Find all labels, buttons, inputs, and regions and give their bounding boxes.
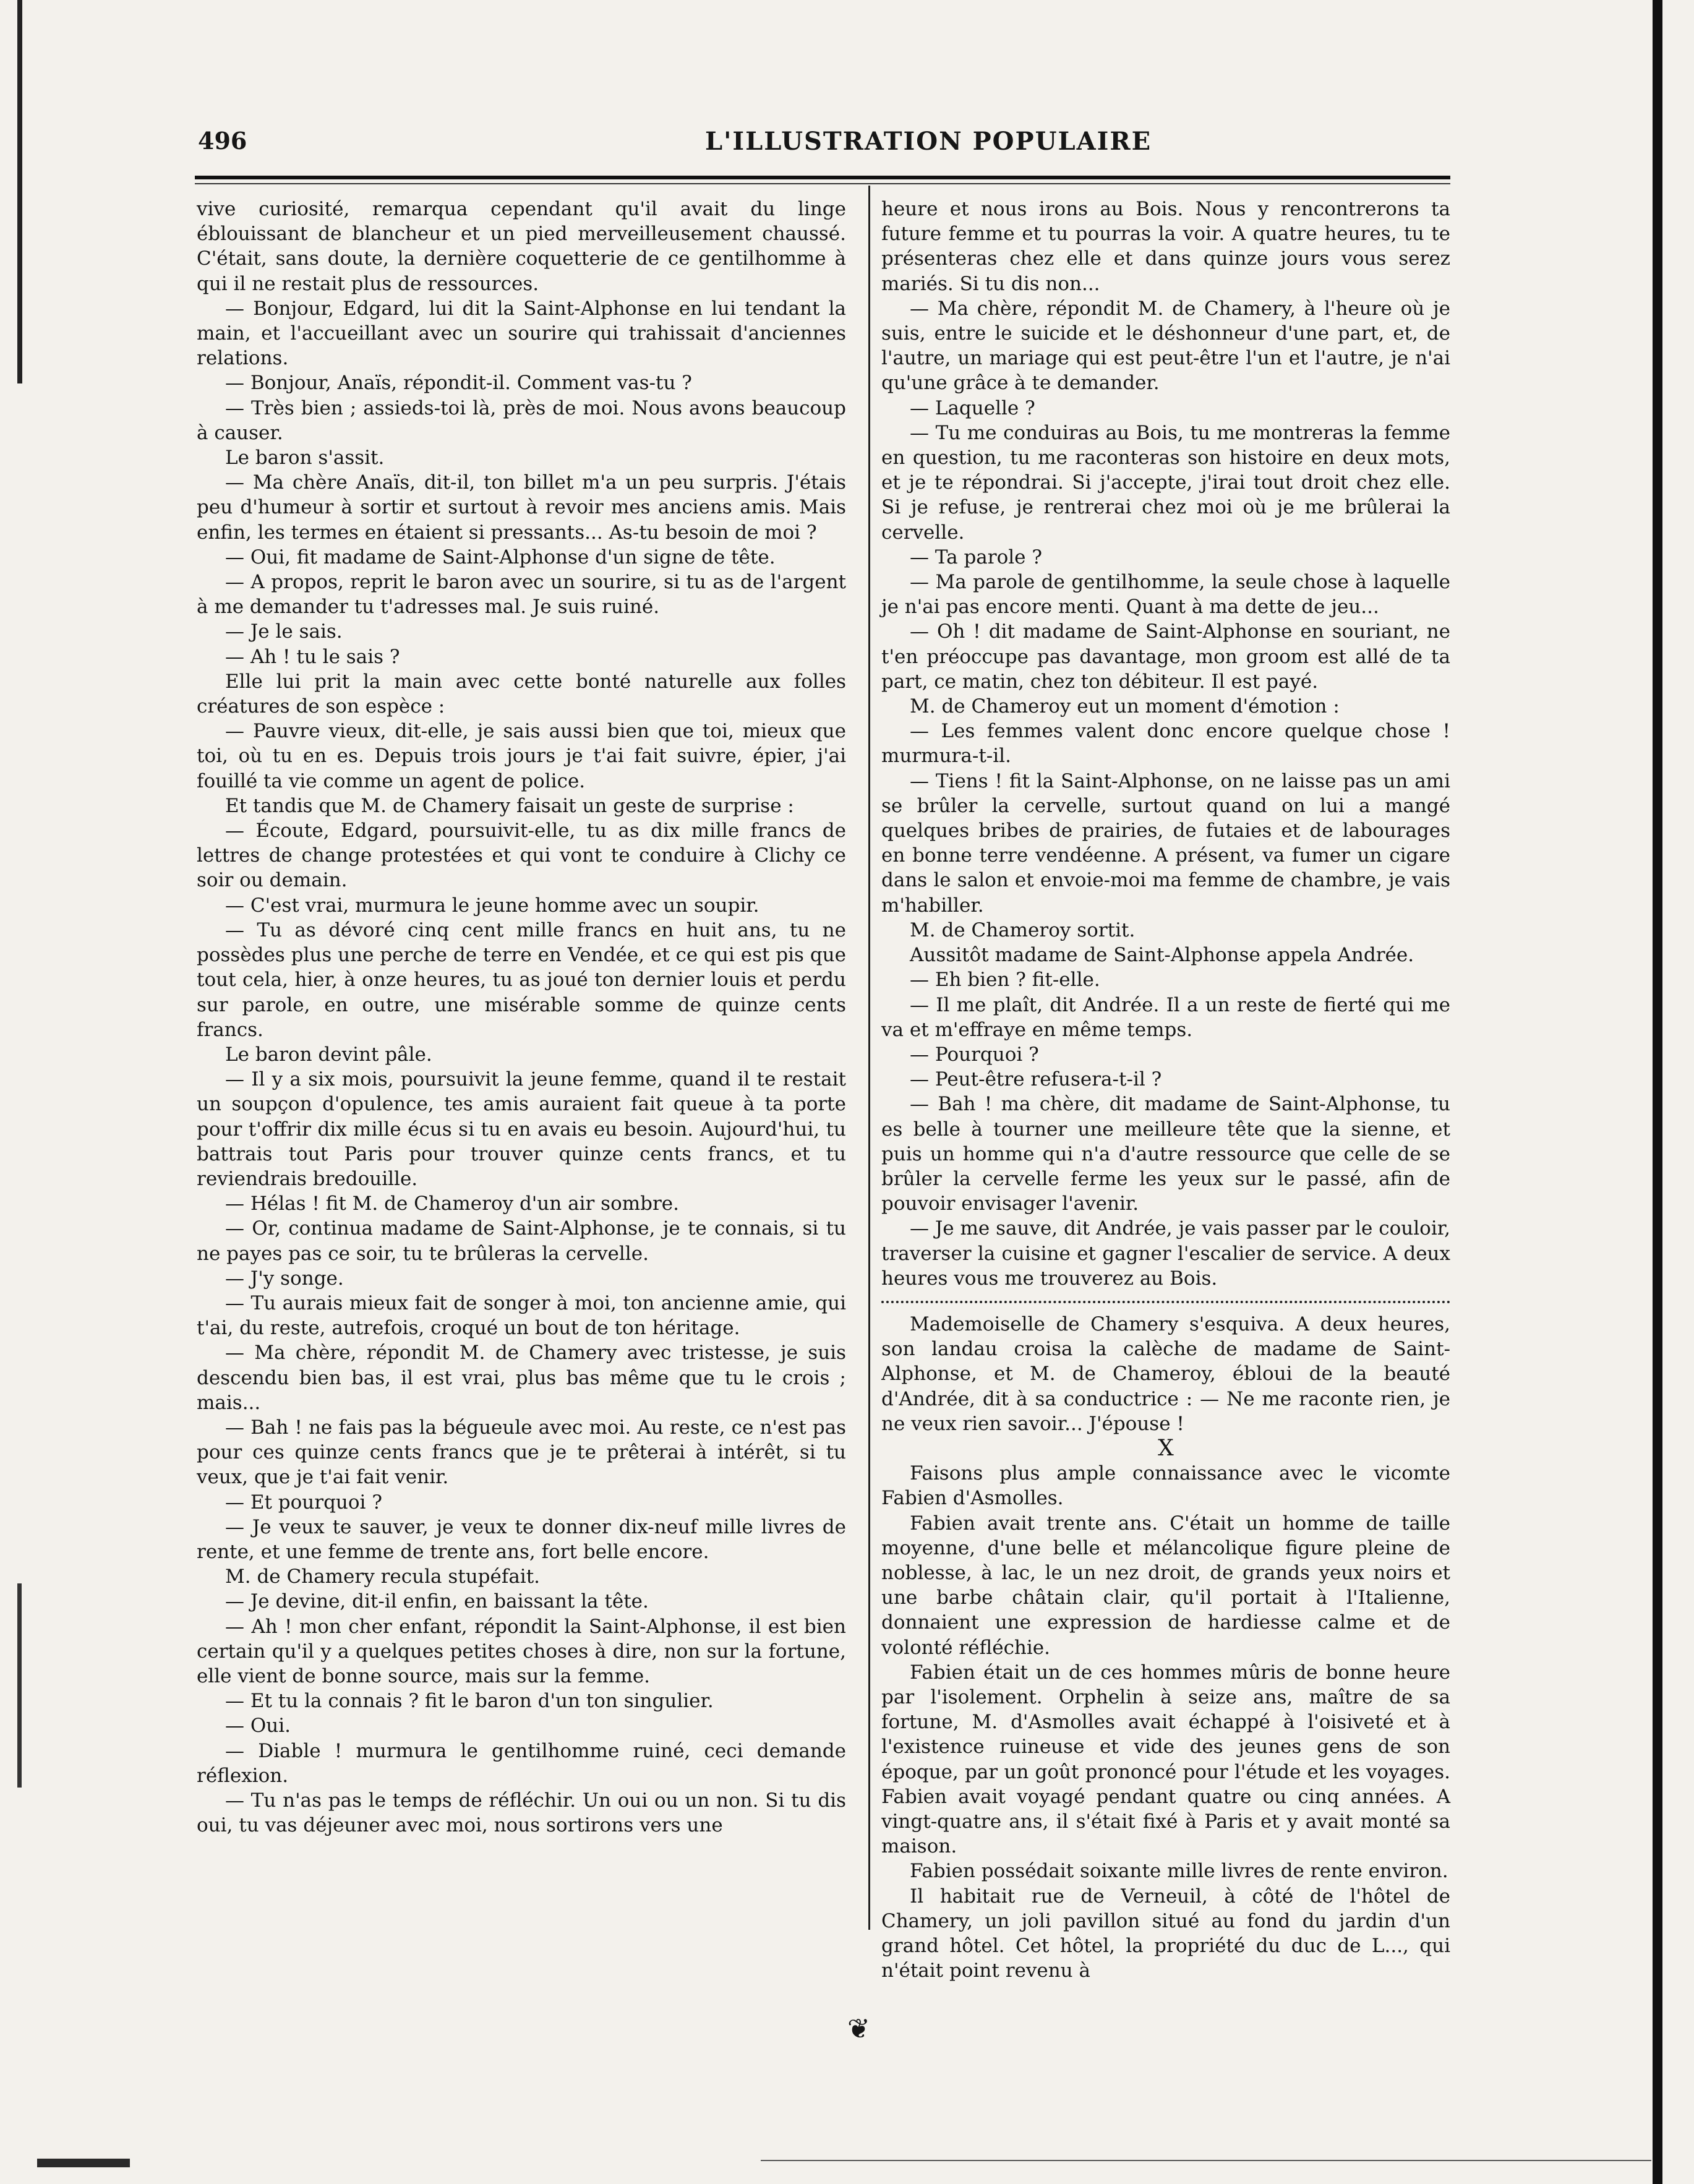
paragraph: M. de Chameroy eut un moment d'émotion : <box>910 695 1340 718</box>
paragraph: — Bah ! ne fais pas la bégueule avec moi. Au reste, ce n'est pas pour ces quinze cents francs que je te prêterai à intérêt, si tu veux, que je t'ai fait venir. <box>197 1416 846 1489</box>
paragraph: — Ah ! tu le sais ? <box>225 645 400 668</box>
paragraph: — Oh ! dit madame de Saint-Alphonse en souriant, ne t'en préoccupe pas davantage, mon groom est allé de ta part, ce matin, chez ton débiteur. Il est payé. <box>881 620 1450 693</box>
paragraph: — Laquelle ? <box>910 396 1035 419</box>
paragraph: — C'est vrai, murmura le jeune homme avec un soupir. <box>225 894 759 917</box>
paragraph: — Diable ! murmura le gentilhomme ruiné, ceci demande réflexion. <box>197 1739 846 1787</box>
paragraph: — Je le sais. <box>225 620 343 643</box>
paragraph: — Il me plaît, dit Andrée. Il a un reste de fierté qui me va et m'effraye en même temps. <box>881 993 1450 1041</box>
paragraph: — Bah ! ma chère, dit madame de Saint-Alphonse, tu es belle à tourner une meilleure tête que la sienne, et puis un homme qui n'a d'autre ressource que celle de se brûler la cervelle ferme les yeux sur le passé, afin de pouvoir envisager l'avenir. <box>881 1093 1450 1215</box>
paragraph: — Ma chère Anaïs, dit-il, ton billet m'a un peu surpris. J'étais peu d'humeur à sortir et surtout à revoir mes anciens amis. Mais enfin, les termes en étaient si pressants... As-tu besoin de moi ? <box>197 471 846 544</box>
left-column <box>197 197 846 1838</box>
paragraph: — Et pourquoi ? <box>225 1491 382 1514</box>
paragraph: — Ta parole ? <box>910 546 1043 568</box>
scan-smudge <box>37 2159 130 2167</box>
paragraph: — Or, continua madame de Saint-Alphonse, je te connais, si tu ne payes pas ce soir, tu te brûleras la cervelle. <box>197 1217 846 1265</box>
paragraph: — Ma parole de gentilhomme, la seule chose à laquelle je n'ai pas encore menti. Quant à ma dette de jeu... <box>881 571 1450 619</box>
paragraph: — Bonjour, Edgard, lui dit la Saint-Alphonse en lui tendant la main, et l'accueillant avec un sourire qui trahissait d'anciennes relations. <box>197 297 846 370</box>
paragraph: — Bonjour, Anaïs, répondit-il. Comment vas-tu ? <box>225 372 692 395</box>
paragraph: M. de Chameroy sortit. <box>910 919 1136 941</box>
paragraph: — Ah ! mon cher enfant, répondit la Saint-Alphonse, il est bien certain qu'il y a quelques petites choses à dire, non sur la fortune, elle vient de bonne source, mais sur la femme. <box>197 1615 846 1687</box>
paragraph: Mademoiselle de Chamery s'esquiva. A deux heures, son landau croisa la calèche de madame de Saint-Alphonse, et M. de Chameroy, ébloui de la beauté d'Andrée, dit à sa conductrice : — Ne me raconte rien, je ne veux rien savoir... J'épouse ! <box>881 1313 1450 1435</box>
paragraph: Fabien était un de ces hommes mûris de bonne heure par l'isolement. Orphelin à seize ans, maître de sa fortune, M. d'Asmolles avait échappé à l'oisiveté et à l'existence ruineuse et vide des jeunes gens de son époque, par un goût prononcé pour l'étude et les voyages. Fabien avait voyagé pendant quatre ou cinq années. A vingt-quatre ans, il s'était fixé à Paris et y avait monté sa maison. <box>881 1661 1450 1858</box>
bottom-rule <box>761 2160 1651 2161</box>
paragraph: — Pauvre vieux, dit-elle, je sais aussi bien que toi, mieux que toi, où tu en es. Depuis trois jours je t'ai fait suivre, épier, j'ai fouillé ta vie comme un agent de police. <box>197 720 846 792</box>
paragraph: Faisons plus ample connaissance avec le vicomte Fabien d'Asmolles. <box>881 1462 1450 1510</box>
paragraph: — J'y songe. <box>225 1267 344 1290</box>
scan-edge-mark <box>17 0 22 383</box>
page-header <box>198 127 1447 164</box>
chapter-heading: X <box>1158 1435 1174 1461</box>
paragraph: — Eh bien ? fit-elle. <box>910 969 1100 991</box>
paragraph: — Hélas ! fit M. de Chameroy d'un air sombre. <box>225 1193 679 1215</box>
paragraph: — Et tu la connais ? fit le baron d'un ton singulier. <box>225 1690 714 1713</box>
paragraph: Le baron devint pâle. <box>225 1043 432 1066</box>
scan-border <box>1653 0 1662 2184</box>
header-rule-thin <box>195 183 1450 184</box>
paragraph: — Les femmes valent donc encore quelque chose ! murmura-t-il. <box>881 720 1450 768</box>
ornament-icon: ❦ <box>847 2013 870 2045</box>
paragraph: — Oui. <box>225 1715 291 1737</box>
paragraph: — Tu as dévoré cinq cent mille francs en huit ans, tu ne possèdes plus une perche de terre en Vendée, et ce qui est pis que tout cela, hier, à onze heures, tu as joué ton dernier louis et perdu sur parole, en outre, une misérable somme de quinze cents francs. <box>197 919 846 1041</box>
paragraph: — Je me sauve, dit Andrée, je vais passer par le couloir, traverser la cuisine et gagner l'escalier de service. A deux heures vous me trouverez au Bois. <box>881 1217 1450 1290</box>
paragraph: — Je veux te sauver, je veux te donner dix-neuf mille livres de rente, et une femme de trente ans, fort belle encore. <box>197 1515 846 1563</box>
paragraph: Il habitait rue de Verneuil, à côté de l'hôtel de Chamery, un joli pavillon situé au fond du jardin d'un grand hôtel. Cet hôtel, la propriété du duc de L..., qui n'était point revenu à <box>881 1885 1450 1982</box>
paragraph: vive curiosité, remarqua cependant qu'il avait du linge éblouissant de blancheur et un pied merveilleusement chaussé. C'était, sans doute, la dernière coquetterie de ce gentilhomme à qui il ne restait plus de ressources. <box>197 198 846 295</box>
paragraph: — Pourquoi ? <box>910 1043 1039 1066</box>
paragraph: — Ma chère, répondit M. de Chamery, à l'heure où je suis, entre le suicide et le déshonneur d'une part, et, de l'autre, un mariage qui est peut-être l'un et l'autre, je n'ai qu'une grâce à te demander. <box>881 297 1450 395</box>
paragraph: — Je devine, dit-il enfin, en baissant la tête. <box>225 1590 649 1613</box>
paragraph: Elle lui prit la main avec cette bonté naturelle aux folles créatures de son espèce : <box>197 670 846 718</box>
paragraph: M. de Chamery recula stupéfait. <box>225 1565 541 1588</box>
scan-edge-mark <box>17 1583 22 1788</box>
paragraph: — Tiens ! fit la Saint-Alphonse, on ne laisse pas un ami se brûler la cervelle, surtout quand on lui a mangé quelques bribes de prairies, de futaies et de labourages en bonne terre vendéenne. A présent, va fumer un cigare dans le salon et envoie-moi ma femme de chambre, je vais m'habiller. <box>881 769 1450 917</box>
right-column <box>881 197 1450 1983</box>
header-rule <box>195 176 1450 179</box>
paragraph: — Très bien ; assieds-toi là, près de moi. Nous avons beaucoup à causer. <box>197 396 846 444</box>
page-number: 496 <box>198 127 247 155</box>
paragraph: — Tu n'as pas le temps de réfléchir. Un oui ou un non. Si tu dis oui, tu vas déjeuner avec moi, nous sortirons vers une <box>197 1789 846 1837</box>
section-divider <box>881 1301 1450 1303</box>
paragraph: Aussitôt madame de Saint-Alphonse appela Andrée. <box>910 944 1414 967</box>
paragraph: — Peut-être refusera-t-il ? <box>910 1068 1162 1091</box>
paragraph: — Ma chère, répondit M. de Chamery avec tristesse, je suis descendu bien bas, il est vrai, plus bas même que tu le crois ; mais... <box>197 1342 846 1414</box>
paragraph: Le baron s'assit. <box>225 447 385 469</box>
paragraph: — Tu me conduiras au Bois, tu me montreras la femme en question, tu me raconteras son histoire en deux mots, et je te répondrai. Si j'accepte, j'irai tout droit chez elle. Si je refuse, je rentrerai chez moi où je me brûlerai la cervelle. <box>881 421 1450 544</box>
paragraph: — Écoute, Edgard, poursuivit-elle, tu as dix mille francs de lettres de change protestées et qui vont te conduire à Clichy ce soir ou demain. <box>197 820 846 892</box>
paragraph: — A propos, reprit le baron avec un sourire, si tu as de l'argent à me demander tu t'adresses mal. Je suis ruiné. <box>197 571 846 619</box>
paragraph: — Tu aurais mieux fait de songer à moi, ton ancienne amie, qui t'ai, du reste, autrefois, croqué un bout de ton héritage. <box>197 1291 846 1340</box>
paragraph: heure et nous irons au Bois. Nous y rencontrerons ta future femme et tu pourras la voir. A quatre heures, tu te présenteras chez elle et dans quinze jours vous serez mariés. Si tu dis non... <box>881 198 1450 295</box>
paragraph: — Oui, fit madame de Saint-Alphonse d'un signe de tête. <box>225 546 776 568</box>
column-divider <box>868 186 870 1930</box>
paragraph: Fabien possédait soixante mille livres de rente environ. <box>910 1860 1448 1883</box>
paragraph: Et tandis que M. de Chamery faisait un geste de surprise : <box>225 794 794 817</box>
running-title: L'ILLUSTRATION POPULAIRE <box>705 127 1152 156</box>
paragraph: Fabien avait trente ans. C'était un homme de taille moyenne, d'une belle et mélancolique figure pleine de noblesse, à lac, le un nez droit, de grands yeux noirs et une barbe châtain clair, qu'il portait à l'Italienne, donnaient une expression de hardiesse calme et de volonté réfléchie. <box>881 1512 1450 1659</box>
paragraph: — Il y a six mois, poursuivit la jeune femme, quand il te restait un soupçon d'opulence, tes amis auraient fait queue à ta porte pour t'offrir dix mille écus si tu en avais eu besoin. Aujourd'hui, tu battrais tout Paris pour trouver quinze cents francs, et tu reviendrais bredouille. <box>197 1068 846 1190</box>
